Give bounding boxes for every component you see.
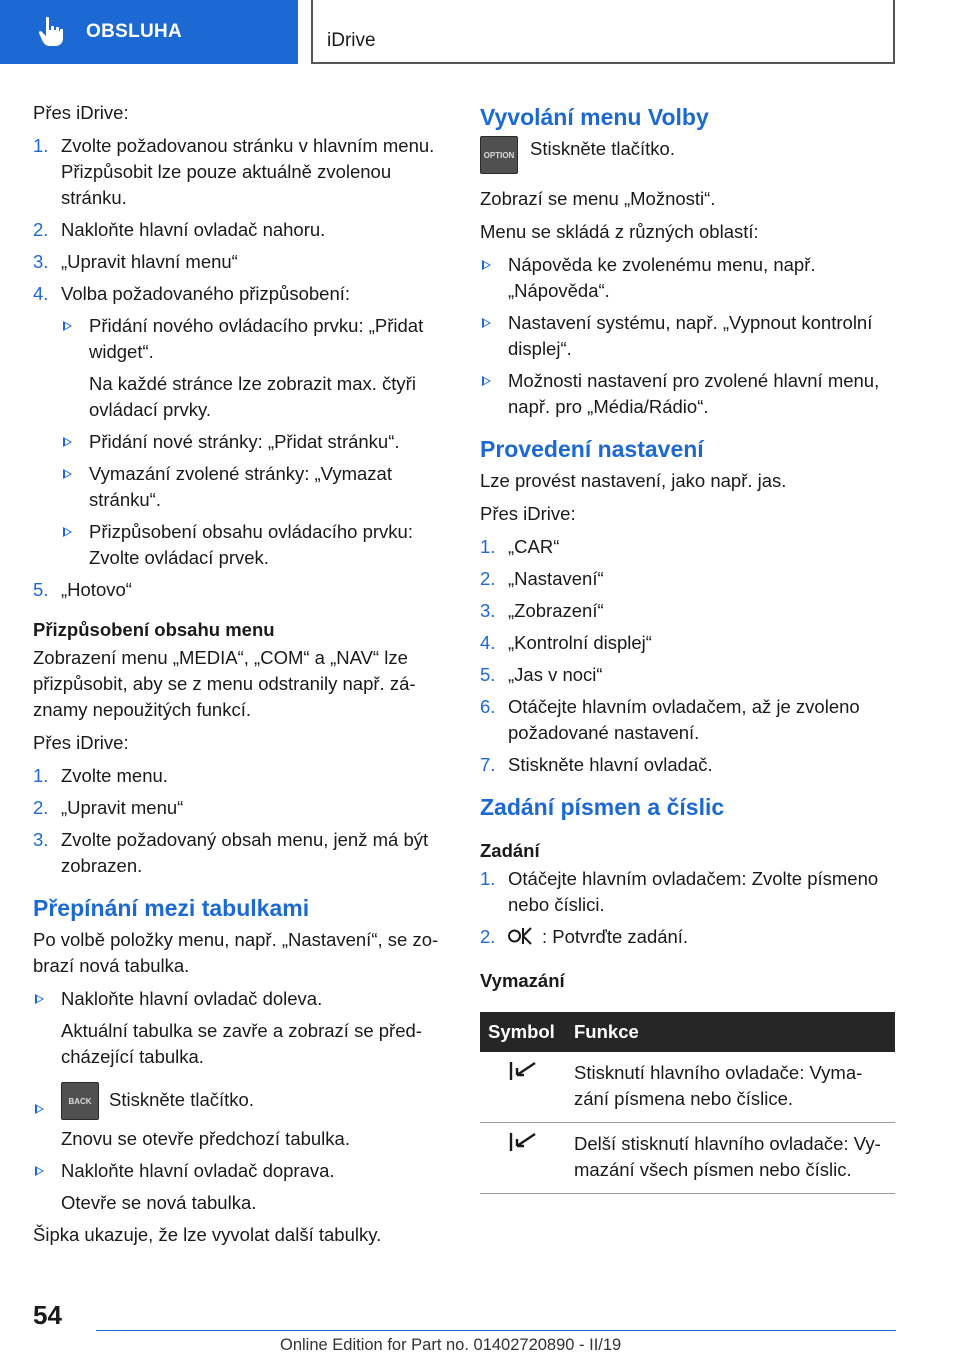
list-item: [61, 519, 451, 571]
step-number: 4.: [480, 632, 496, 653]
list-item: [33, 827, 451, 879]
paragraph: Zobrazení menu „MEDIA“, „COM“ a „NAV“ lze přizpůsobit, aby se z menu odstranily např. záznamy nepoužitých funkcí.: [33, 647, 416, 720]
step-text: Zvolte menu.: [61, 765, 168, 786]
table-row: [480, 1052, 895, 1123]
footer-divider: [96, 1330, 896, 1331]
option-button-row: [480, 136, 895, 174]
step-text: „Zobrazení“: [508, 600, 604, 621]
section-label: OBSLUHA: [86, 21, 183, 42]
list-item: [480, 630, 895, 656]
step-text: „Kontrolní displej“: [508, 632, 652, 653]
steps-list: [480, 534, 895, 778]
subheading-delete: Vymazání: [480, 970, 565, 991]
intro-text: Přes iDrive:: [33, 732, 129, 753]
step-number: 2.: [33, 797, 49, 818]
column-header-function: Funkce: [566, 1012, 895, 1052]
list-item: [33, 249, 451, 275]
subheading-entry: Zadání: [480, 840, 540, 861]
list-item: [33, 133, 451, 211]
triangle-bullet-icon: [63, 321, 72, 331]
bullet-subtext: Na každé stránce lze zobrazit max. čtyři ovládací prvky.: [89, 373, 416, 420]
bullet-text: Možnosti nastavení pro zvolené hlavní menu, např. pro „Média/Rádio“.: [508, 370, 880, 417]
list-item: [480, 368, 895, 420]
list-item: [480, 866, 895, 918]
step-text: Otáčejte hlavním ovladačem, až je zvoleno požadované nastavení.: [508, 696, 860, 743]
step-number: 1.: [33, 765, 49, 786]
list-item: [480, 252, 895, 304]
triangle-bullet-icon: [35, 994, 44, 1004]
triangle-bullet-icon: [63, 527, 72, 537]
triangle-bullet-icon: [482, 318, 491, 328]
delete-arrow-icon: [508, 1131, 538, 1153]
hand-pointer-icon: [38, 16, 66, 48]
edition-text: Online Edition for Part no. 01402720890 - II/19: [280, 1336, 622, 1354]
paragraph: Po volbě položky menu, např. „Nastavení“, se zobrazí nová tabulka.: [33, 929, 439, 976]
step-text: Stiskněte hlavní ovladač.: [508, 754, 713, 775]
option-text: Stiskněte tlačítko.: [530, 138, 675, 159]
subheading-customize: Přizpůsobení obsahu menu: [33, 619, 275, 640]
list-item: [480, 694, 895, 746]
page-number: 54: [33, 1300, 62, 1330]
page-header: [0, 0, 960, 66]
list-item: [33, 577, 451, 603]
table-row: [480, 1123, 895, 1194]
list-item: [33, 217, 451, 243]
right-column: [480, 100, 895, 1194]
triangle-bullet-icon: [35, 1166, 44, 1176]
step-text: Zvolte požadovanou stránku v hlavním menu. Přizpůsobit lze pouze aktuálně zvolenou stránku.: [61, 135, 435, 208]
table-header-row: [480, 1012, 895, 1052]
bullet-text: Vymazání zvolené stránky: „Vymazat stránku“.: [89, 463, 392, 510]
bullet-subtext: Znovu se otevře předchozí tabulka.: [61, 1128, 350, 1149]
paragraph: Menu se skládá z různých oblastí:: [480, 221, 759, 242]
list-item: [480, 752, 895, 778]
step-number: 1.: [480, 868, 496, 889]
triangle-bullet-icon: [63, 437, 72, 447]
symbol-cell: [480, 1052, 566, 1123]
triangle-bullet-icon: [63, 469, 72, 479]
list-item: [33, 795, 451, 821]
paragraph: Zobrazí se menu „Možnosti“.: [480, 188, 716, 209]
list-item: [480, 566, 895, 592]
intro-text: Přes iDrive:: [33, 102, 129, 123]
bullet-text: Stiskněte tlačítko.: [109, 1088, 254, 1110]
list-item: [480, 662, 895, 688]
step-number: 4.: [33, 283, 49, 304]
paragraph: Šipka ukazuje, že lze vyvolat další tabulky.: [33, 1224, 382, 1245]
triangle-bullet-icon: [482, 260, 491, 270]
section-tab: [0, 0, 298, 64]
left-column: [33, 100, 451, 1255]
column-header-symbol: Symbol: [480, 1012, 566, 1052]
step-text: „Jas v noci“: [508, 664, 603, 685]
intro-text: Přes iDrive:: [480, 503, 576, 524]
ok-icon: [508, 926, 534, 946]
option-button-icon: OPTION: [480, 136, 518, 174]
step-number: 3.: [480, 600, 496, 621]
bullet-text: Nakloňte hlavní ovladač doleva.: [61, 988, 323, 1009]
step-number: 3.: [33, 829, 49, 850]
bullet-subtext: Aktuální tabulka se zavře a zobrazí se předcházející tabulka.: [61, 1020, 422, 1067]
list-item: [480, 310, 895, 362]
step-text: Nakloňte hlavní ovladač nahoru.: [61, 219, 326, 240]
list-item: [480, 924, 895, 950]
step-number: 1.: [480, 536, 496, 557]
triangle-bullet-icon: [35, 1104, 44, 1114]
bullet-text: Přidání nové stránky: „Přidat stránku“.: [89, 431, 400, 452]
step-text: „Nastavení“: [508, 568, 604, 589]
symbol-cell: [480, 1123, 566, 1194]
list-item: [33, 1158, 451, 1216]
list-item: [33, 281, 451, 571]
heading-input: Zadání písmen a číslic: [480, 794, 725, 820]
step-text: „Upravit hlavní menu“: [61, 251, 238, 272]
step-text: „CAR“: [508, 536, 560, 557]
bullet-text: Nastavení systému, např. „Vypnout kontrolní displej“.: [508, 312, 873, 359]
function-cell: Delší stisknutí hlavního ovladače: Vymazání všech písmen nebo číslic.: [566, 1123, 895, 1194]
bullet-list: [480, 252, 895, 420]
step-number: 7.: [480, 754, 496, 775]
back-button-icon: BACK: [61, 1082, 99, 1120]
step-number: 2.: [480, 926, 496, 947]
delete-arrow-icon: [508, 1060, 538, 1082]
step-text: Volba požadovaného přizpůsobení:: [61, 283, 351, 304]
step-text: Zvolte požadovaný obsah menu, jenž má být zobrazen.: [61, 829, 429, 876]
step-text: „Upravit menu“: [61, 797, 184, 818]
step-number: 2.: [480, 568, 496, 589]
steps-list: [33, 133, 451, 603]
bullet-list: [61, 313, 451, 571]
heading-settings: Provedení nastavení: [480, 436, 704, 462]
heading-switch-tables: Přepínání mezi tabulkami: [33, 895, 310, 921]
step-number: 6.: [480, 696, 496, 717]
list-item: [480, 534, 895, 560]
list-item: [480, 598, 895, 624]
step-number: 3.: [33, 251, 49, 272]
steps-list: [33, 763, 451, 879]
bullet-text: Přidání nového ovládacího prvku: „Přidat widget“.: [89, 315, 424, 362]
chapter-title: iDrive: [327, 30, 376, 51]
paragraph: Lze provést nastavení, jako např. jas.: [480, 470, 787, 491]
list-item: [33, 986, 451, 1070]
step-number: 5.: [480, 664, 496, 685]
list-item: [33, 1076, 451, 1152]
list-item: [61, 313, 451, 423]
step-text: „Hotovo“: [61, 579, 132, 600]
step-number: 5.: [33, 579, 49, 600]
heading-options-menu: Vyvolání menu Volby: [480, 104, 709, 130]
bullet-text: Nakloňte hlavní ovladač doprava.: [61, 1160, 335, 1181]
bullet-subtext: Otevře se nová tabulka.: [61, 1192, 257, 1213]
steps-list: [480, 866, 895, 950]
step-number: 1.: [33, 135, 49, 156]
bullet-text: Přizpůsobení obsahu ovládacího prvku: Zvolte ovládací prvek.: [89, 521, 413, 568]
step-number: 2.: [33, 219, 49, 240]
symbol-table: [480, 1012, 895, 1194]
list-item: [61, 461, 451, 513]
triangle-bullet-icon: [482, 376, 491, 386]
chapter-title-box: [311, 0, 895, 64]
step-text: Otáčejte hlavním ovladačem: Zvolte písmeno nebo číslici.: [508, 868, 879, 915]
bullet-list: [33, 986, 451, 1216]
list-item: [33, 763, 451, 789]
bullet-text: Nápověda ke zvolenému menu, např. „Nápověda“.: [508, 254, 816, 301]
step-text: : Potvrďte zadání.: [542, 926, 689, 947]
list-item: [61, 429, 451, 455]
function-cell: Stisknutí hlavního ovladače: Vymazání písmena nebo číslice.: [566, 1052, 895, 1123]
